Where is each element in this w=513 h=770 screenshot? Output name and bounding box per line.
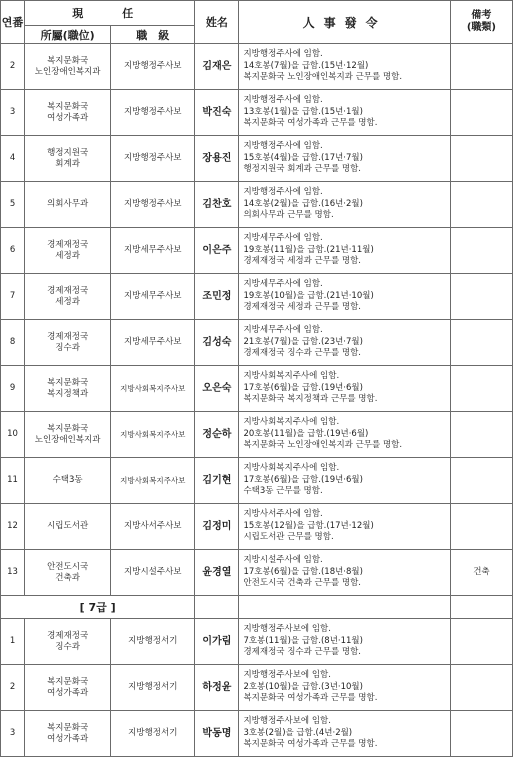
row-org: 행정지원국 회계과 (25, 136, 111, 182)
row-order: 지방행정주사보에 임함. 2호봉(10월)을 급함.(3년·10월) 복지문화국 여성가족과 근무를 명함. (239, 665, 450, 711)
row-rank: 지방세무주사보 (111, 274, 195, 320)
header-order: 人事發令 (239, 1, 450, 44)
row-number: 8 (1, 320, 25, 366)
section-7-blank (450, 596, 512, 619)
row-note (450, 90, 512, 136)
row-number: 6 (1, 228, 25, 274)
rows-section-7 (1, 619, 513, 757)
header-name: 姓名 (195, 1, 239, 44)
row-note (450, 412, 512, 458)
row-rank: 지방행정주사보 (111, 44, 195, 90)
row-org: 복지문화국 여성가족과 (25, 90, 111, 136)
table-row (1, 320, 513, 366)
row-org: 복지문화국 여성가족과 (25, 711, 111, 757)
row-name: 정순하 (195, 412, 239, 458)
row-org: 안전도시국 건축과 (25, 550, 111, 596)
row-rank: 지방행정서기 (111, 665, 195, 711)
row-order: 지방시설주사에 임함. 17호봉(6월)을 급함.(18년·8월) 안전도시국 건축과 근무를 명함. (239, 550, 450, 596)
row-rank: 지방행정서기 (111, 711, 195, 757)
row-org: 복지문화국 여성가족과 (25, 665, 111, 711)
row-number: 10 (1, 412, 25, 458)
row-note (450, 711, 512, 757)
table-row (1, 504, 513, 550)
section-7-blank (239, 596, 450, 619)
row-name: 김찬호 (195, 182, 239, 228)
row-note (450, 619, 512, 665)
header-note-text: 備考 (職類) (466, 10, 496, 33)
row-rank: 지방행정서기 (111, 619, 195, 665)
row-number: 13 (1, 550, 25, 596)
table-row (1, 274, 513, 320)
table-row (1, 550, 513, 596)
row-number: 9 (1, 366, 25, 412)
table-row (1, 711, 513, 757)
row-number: 7 (1, 274, 25, 320)
row-name: 윤경열 (195, 550, 239, 596)
row-org: 수택3동 (25, 458, 111, 504)
row-name: 김성숙 (195, 320, 239, 366)
row-rank: 지방행정주사보 (111, 90, 195, 136)
row-name: 박동명 (195, 711, 239, 757)
row-org: 경제재정국 세정과 (25, 274, 111, 320)
row-org: 복지문화국 노인장애인복지과 (25, 44, 111, 90)
row-number: 2 (1, 44, 25, 90)
table-row (1, 366, 513, 412)
row-order: 지방행정주사보에 임함. 3호봉(2월)을 급함.(4년·2월) 복지문화국 여성가족과 근무를 명함. (239, 711, 450, 757)
row-order: 지방세무주사에 임함. 19호봉(10월)을 급함.(21년·10월) 경제재정국 세정과 근무를 명함. (239, 274, 450, 320)
row-org: 경제재정국 징수과 (25, 619, 111, 665)
row-note (450, 136, 512, 182)
header-org: 所屬(職位) (25, 26, 111, 44)
row-name: 김정미 (195, 504, 239, 550)
row-note (450, 665, 512, 711)
row-note (450, 366, 512, 412)
row-order: 지방사회복지주사에 임함. 20호봉(11월)을 급함.(19년·6월) 복지문화국 노인장애인복지과 근무를 명함. (239, 412, 450, 458)
header-rank: 職 級 (111, 26, 195, 44)
row-rank: 지방사서주사보 (111, 504, 195, 550)
row-org: 의회사무과 (25, 182, 111, 228)
row-name: 오은숙 (195, 366, 239, 412)
row-number: 3 (1, 711, 25, 757)
row-number: 11 (1, 458, 25, 504)
row-name: 박진숙 (195, 90, 239, 136)
row-rank: 지방세무주사보 (111, 228, 195, 274)
row-order: 지방행정주사보에 임함. 7호봉(11월)을 급함.(8년·11월) 경제재정국 징수과 근무를 명함. (239, 619, 450, 665)
row-rank: 지방행정주사보 (111, 136, 195, 182)
row-note (450, 504, 512, 550)
row-org: 경제재정국 징수과 (25, 320, 111, 366)
row-number: 1 (1, 619, 25, 665)
row-order: 지방사서주사에 임함. 15호봉(12월)을 급함.(17년·12월) 시립도서관 근무를 명함. (239, 504, 450, 550)
row-note (450, 44, 512, 90)
table-row (1, 90, 513, 136)
row-order: 지방사회복지주사에 임함. 17호봉(6월)을 급함.(19년·6월) 수택3동 근무를 명함. (239, 458, 450, 504)
row-rank: 지방사회복지주사보 (111, 366, 195, 412)
table-row (1, 665, 513, 711)
row-org: 복지문화국 노인장애인복지과 (25, 412, 111, 458)
row-name: 이가림 (195, 619, 239, 665)
row-name: 김기현 (195, 458, 239, 504)
header-current: 現 任 (25, 1, 195, 26)
row-name: 김재은 (195, 44, 239, 90)
row-org: 시립도서관 (25, 504, 111, 550)
row-name: 하정윤 (195, 665, 239, 711)
rows-section-6 (1, 44, 513, 596)
header-serial: 연番 (1, 1, 25, 44)
row-rank: 지방사회복지주사보 (111, 458, 195, 504)
row-order: 지방행정주사에 임함. 14호봉(2월)을 급함.(16년·2월) 의회사무과 근무를 명함. (239, 182, 450, 228)
row-org: 복지문화국 복지정책과 (25, 366, 111, 412)
row-name: 조민정 (195, 274, 239, 320)
row-number: 12 (1, 504, 25, 550)
row-name: 장용진 (195, 136, 239, 182)
row-order: 지방행정주사에 임함. 14호봉(7월)을 급함.(15년·12월) 복지문화국 노인장애인복지과 근무를 명함. (239, 44, 450, 90)
table-row (1, 44, 513, 90)
row-order: 지방사회복지주사에 임함. 17호봉(6월)을 급함.(19년·6월) 복지문화국 복지정책과 근무를 명함. (239, 366, 450, 412)
table-row (1, 458, 513, 504)
row-order: 지방세무주사에 임함. 21호봉(7월)을 급함.(23년·7월) 경제재정국 징수과 근무를 명함. (239, 320, 450, 366)
table-row (1, 228, 513, 274)
section-7-blank (195, 596, 239, 619)
table-row (1, 412, 513, 458)
row-order: 지방세무주사에 임함. 19호봉(11월)을 급함.(21년·11월) 경제재정국 세정과 근무를 명함. (239, 228, 450, 274)
row-name: 이은주 (195, 228, 239, 274)
row-note (450, 228, 512, 274)
row-org: 경제재정국 세정과 (25, 228, 111, 274)
row-rank: 지방시설주사보 (111, 550, 195, 596)
row-order: 지방행정주사에 임함. 15호봉(4월)을 급함.(17년·7월) 행정지원국 회계과 근무를 명함. (239, 136, 450, 182)
section-7-label: [ 7급 ] (1, 596, 195, 619)
row-note: 건축 (450, 550, 512, 596)
row-number: 2 (1, 665, 25, 711)
table-row (1, 136, 513, 182)
row-note (450, 320, 512, 366)
table-row (1, 182, 513, 228)
row-rank: 지방세무주사보 (111, 320, 195, 366)
row-number: 4 (1, 136, 25, 182)
table-row (1, 619, 513, 665)
row-number: 3 (1, 90, 25, 136)
row-note (450, 182, 512, 228)
row-rank: 지방사회복지주사보 (111, 412, 195, 458)
row-note (450, 274, 512, 320)
row-order: 지방행정주사에 임함. 13호봉(1월)을 급함.(15년·1월) 복지문화국 여성가족과 근무를 명함. (239, 90, 450, 136)
row-rank: 지방행정주사보 (111, 182, 195, 228)
header-note (450, 1, 512, 44)
row-number: 5 (1, 182, 25, 228)
row-note (450, 458, 512, 504)
